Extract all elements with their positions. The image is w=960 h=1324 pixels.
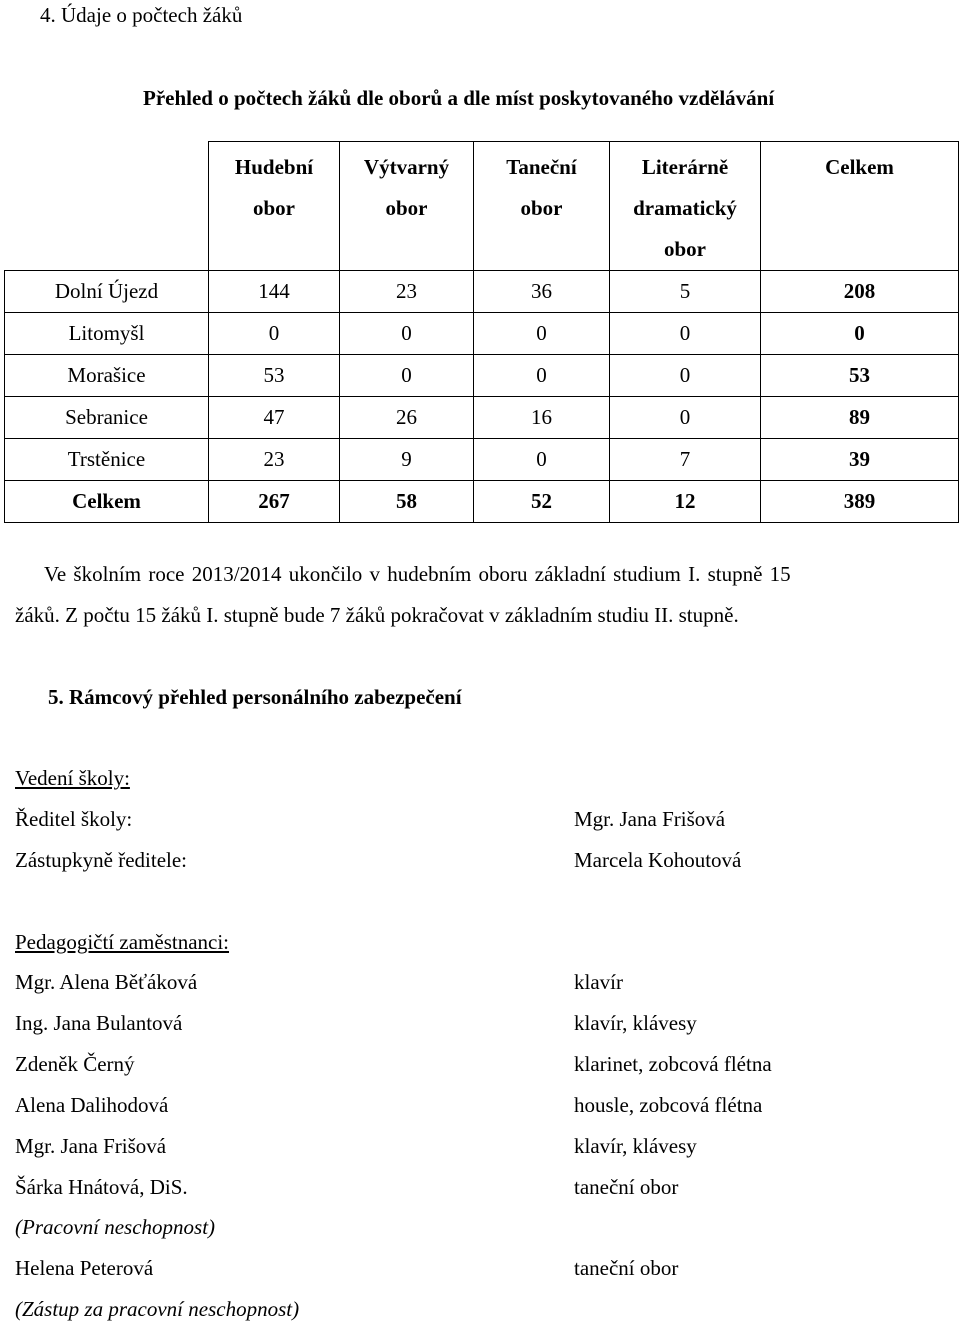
staff-subject: klavír, klávesy [574,1011,697,1035]
cell-art: 9 [340,439,474,481]
table-row [5,271,959,313]
row-place: Litomyšl [5,313,209,355]
section5-heading: 5. Rámcový přehled personálního zabezpečení [48,685,462,709]
total-dance: 52 [474,481,610,523]
total-music: 267 [209,481,340,523]
total-drama: 12 [610,481,761,523]
cell-dance: 0 [474,313,610,355]
graduation-paragraph-line2: žáků. Z počtu 15 žáků I. stupně bude 7 žáků pokračovat v základním studiu II. stupně. [15,603,739,627]
cell-drama: 0 [610,397,761,439]
staff-note: (Zástup za pracovní neschopnost) [15,1297,300,1321]
cell-dance: 16 [474,397,610,439]
header-drama: Literárně dramatický obor [610,142,761,271]
cell-art: 0 [340,313,474,355]
cell-total: 89 [761,397,959,439]
table-row [5,313,959,355]
students-table [4,141,959,523]
cell-total: 53 [761,355,959,397]
cell-music: 0 [209,313,340,355]
cell-art: 26 [340,397,474,439]
total-all: 389 [761,481,959,523]
staff-name: Mgr. Alena Běťáková [15,970,198,994]
management-heading: Vedení školy: [15,766,130,790]
table-row [5,355,959,397]
cell-dance: 36 [474,271,610,313]
table-header-row [5,142,959,271]
table-title: Přehled o počtech žáků dle oborů a dle míst poskytovaného vzdělávání [143,86,775,110]
staff-heading: Pedagogičtí zaměstnanci: [15,930,230,954]
graduation-paragraph-line1: Ve školním roce 2013/2014 ukončilo v hudebním oboru základní studium I. stupně 15 [44,562,791,586]
row-place: Dolní Újezd [5,271,209,313]
staff-subject: klarinet, zobcová flétna [574,1052,772,1076]
staff-name: Mgr. Jana Frišová [15,1134,167,1158]
header-dance: Taneční obor [474,142,610,271]
row-place: Trstěnice [5,439,209,481]
header-art: Výtvarný obor [340,142,474,271]
cell-drama: 5 [610,271,761,313]
cell-total: 208 [761,271,959,313]
cell-art: 0 [340,355,474,397]
cell-music: 144 [209,271,340,313]
staff-subject: taneční obor [574,1256,679,1280]
staff-subject: klavír, klávesy [574,1134,697,1158]
cell-music: 47 [209,397,340,439]
header-total: Celkem [761,142,959,271]
staff-name: Ing. Jana Bulantová [15,1011,183,1035]
table-row [5,397,959,439]
cell-total: 0 [761,313,959,355]
table-row [5,439,959,481]
cell-total: 39 [761,439,959,481]
staff-note: (Pracovní neschopnost) [15,1215,216,1239]
cell-drama: 7 [610,439,761,481]
staff-name: Alena Dalihodová [15,1093,169,1117]
cell-drama: 0 [610,313,761,355]
cell-music: 53 [209,355,340,397]
row-place: Morašice [5,355,209,397]
role-label: Ředitel školy: [15,807,133,831]
cell-drama: 0 [610,355,761,397]
role-label: Zástupkyně ředitele: [15,848,188,872]
header-music: Hudební obor [209,142,340,271]
cell-dance: 0 [474,439,610,481]
cell-music: 23 [209,439,340,481]
total-label: Celkem [5,481,209,523]
table-corner-cell [5,142,209,271]
staff-name: Helena Peterová [15,1256,154,1280]
cell-dance: 0 [474,355,610,397]
cell-art: 23 [340,271,474,313]
row-place: Sebranice [5,397,209,439]
person-name: Marcela Kohoutová [574,848,742,872]
table-total-row [5,481,959,523]
staff-subject: housle, zobcová flétna [574,1093,763,1117]
staff-name: Šárka Hnátová, DiS. [15,1175,188,1199]
section4-heading: 4. Údaje o počtech žáků [40,3,243,27]
person-name: Mgr. Jana Frišová [574,807,726,831]
staff-subject: klavír [574,970,623,994]
total-art: 58 [340,481,474,523]
staff-subject: taneční obor [574,1175,679,1199]
staff-name: Zdeněk Černý [15,1052,135,1076]
